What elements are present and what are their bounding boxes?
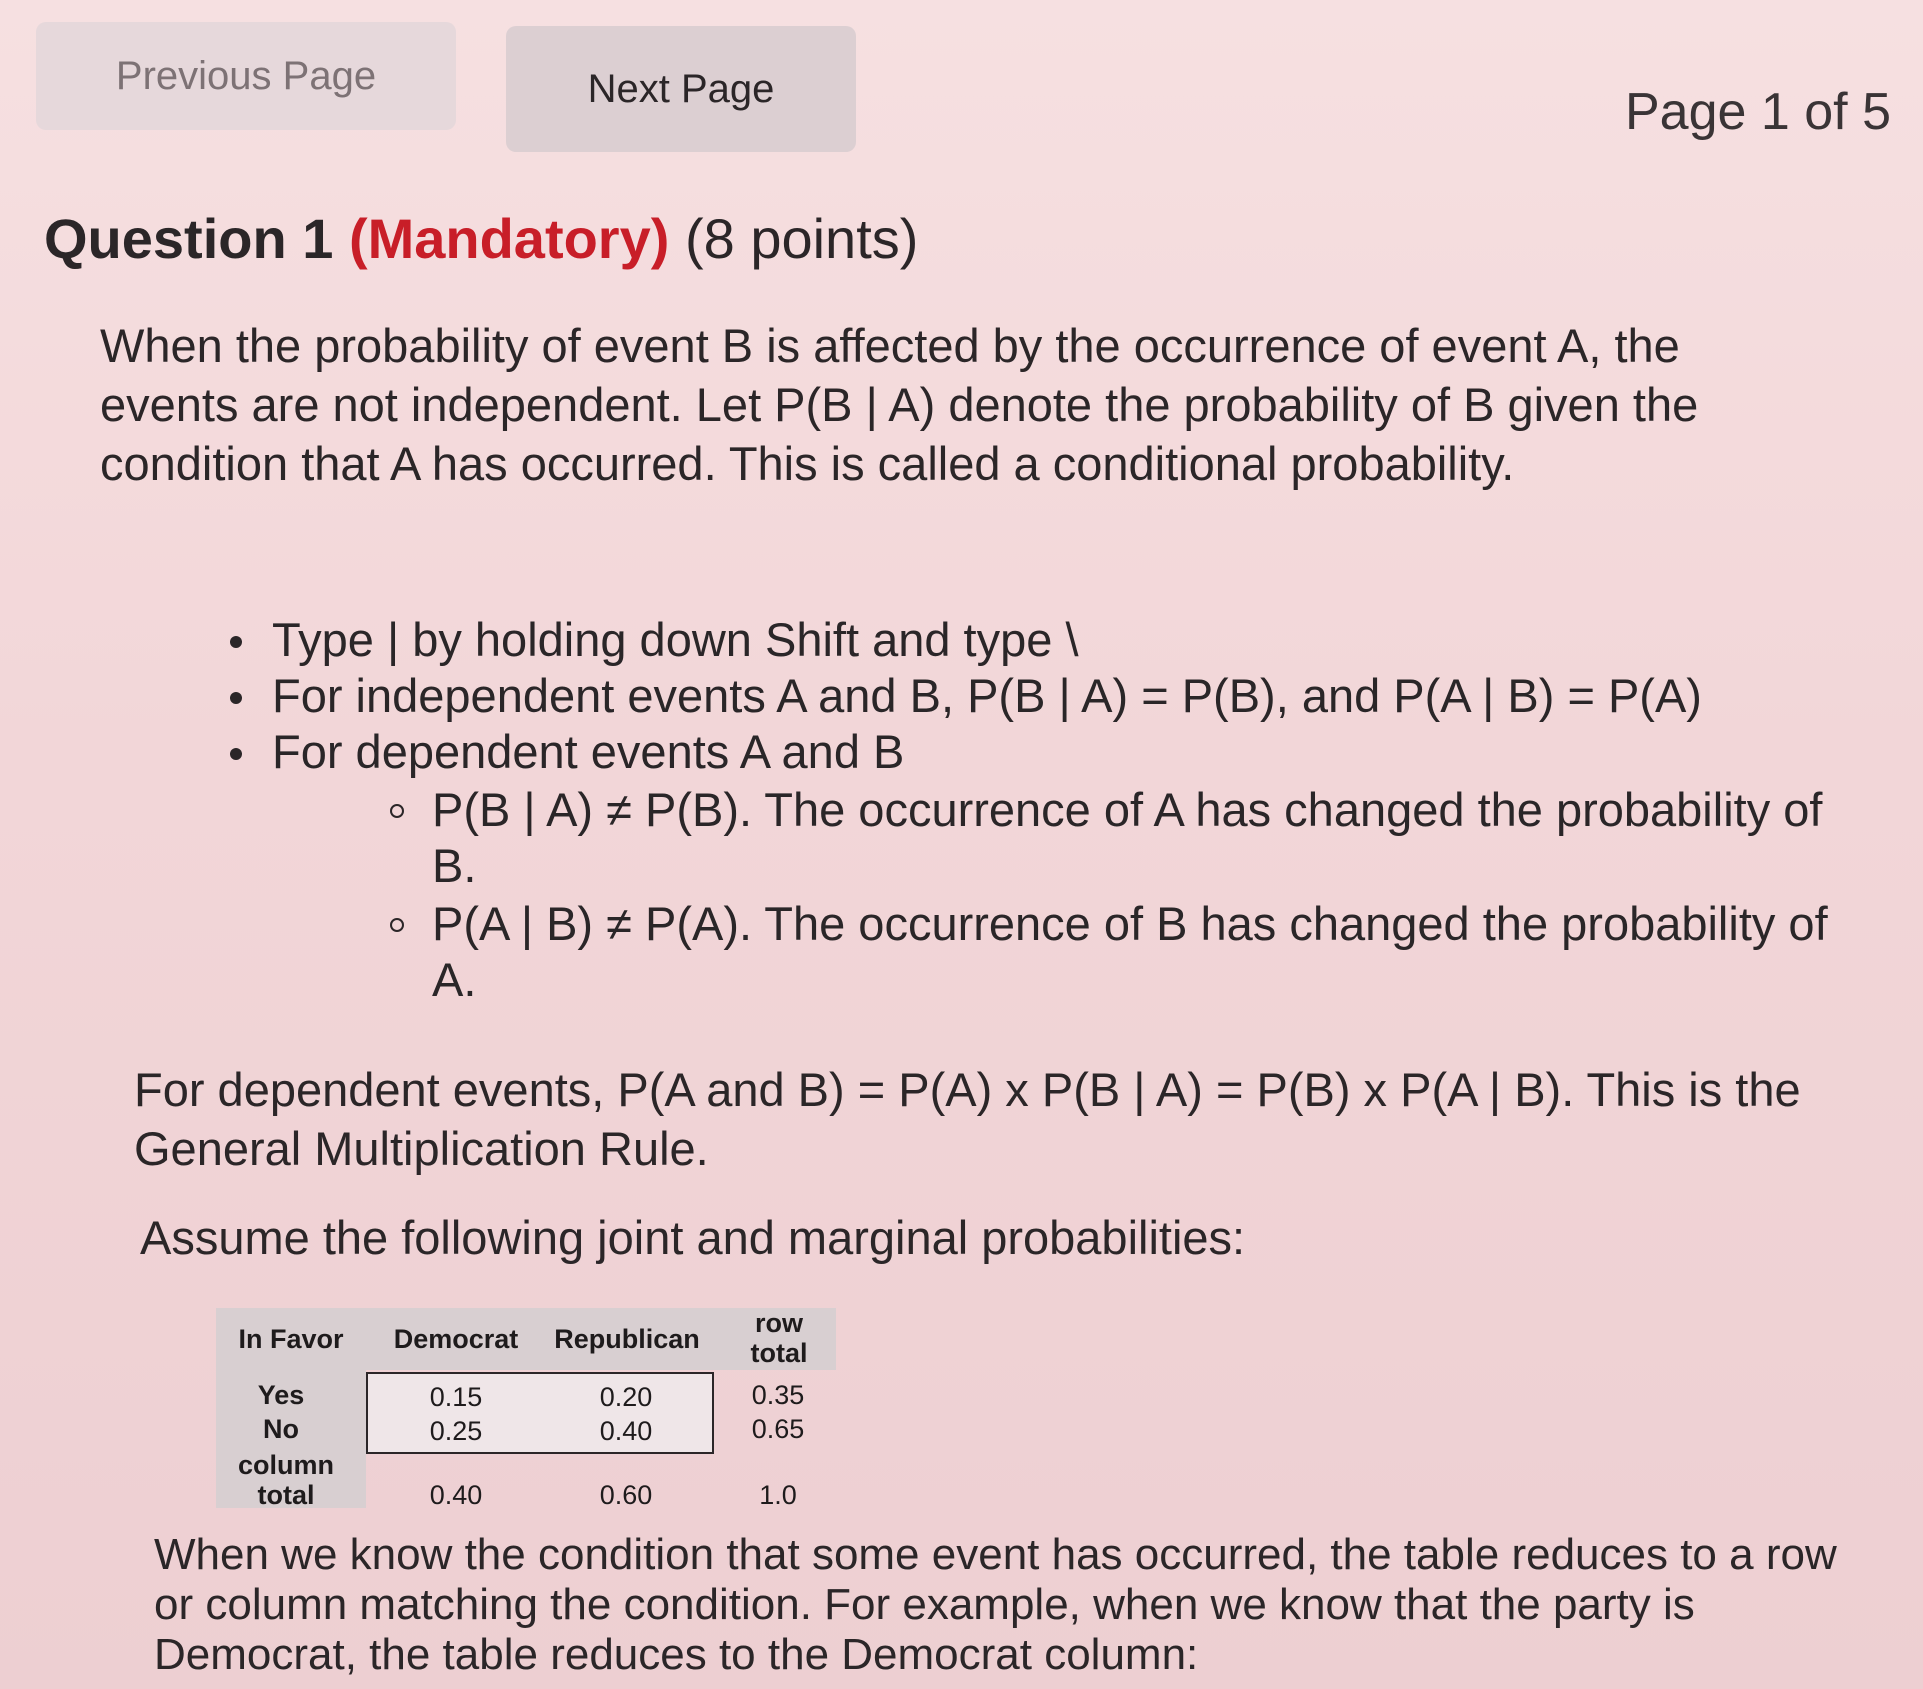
next-page-button[interactable]: Next Page bbox=[506, 26, 856, 152]
table-cell: 0.15 bbox=[429, 1382, 483, 1412]
conditional-table-paragraph: When we know the condition that some event has occurred, the table reduces to a row or column matching the condition. For example, when we know that the party is Democrat, the table reduces to the Democrat column: bbox=[154, 1530, 1837, 1679]
row-total-no: 0.65 bbox=[751, 1414, 805, 1444]
col-total-label-line2: total bbox=[257, 1480, 315, 1510]
list-item bbox=[230, 612, 1850, 668]
row-total-header-line1: row bbox=[754, 1308, 803, 1338]
question-number: Question 1 bbox=[44, 207, 334, 270]
col-total-label-line1: column bbox=[237, 1450, 334, 1480]
row-label-yes: Yes bbox=[257, 1380, 305, 1410]
bullet-text: For independent events A and B, P(B | A) = P(B), and P(A | B) = P(A) bbox=[272, 669, 1702, 722]
bullet-list bbox=[230, 612, 1850, 1008]
col-total-democrat: 0.40 bbox=[429, 1480, 483, 1510]
row-label-no: No bbox=[263, 1414, 299, 1444]
row-total-yes: 0.35 bbox=[751, 1380, 805, 1410]
table-cell: 0.25 bbox=[429, 1416, 483, 1446]
page-indicator: Page 1 of 5 bbox=[1625, 83, 1891, 141]
col-header-democrat: Democrat bbox=[393, 1324, 519, 1354]
col-total-republican: 0.60 bbox=[599, 1480, 653, 1510]
grand-total: 1.0 bbox=[759, 1480, 797, 1510]
bullet-text: For dependent events A and B bbox=[272, 725, 905, 778]
probability-table bbox=[216, 1308, 836, 1508]
bullet-text: Type | by holding down Shift and type \ bbox=[272, 613, 1079, 666]
sub-bullet-text: P(A | B) ≠ P(A). The occurrence of B has changed the probability of A. bbox=[432, 897, 1828, 1006]
bullet-icon bbox=[230, 748, 242, 760]
bullet-icon bbox=[230, 636, 242, 648]
table-corner-header: In Favor bbox=[238, 1324, 344, 1354]
table-cell: 0.20 bbox=[599, 1382, 653, 1412]
intro-paragraph: When the probability of event B is affected by the occurrence of event A, the events are not independent. Let P(B | A) denote the probability of B given the condition that A has occurred. This is called a conditional probability. bbox=[100, 319, 1699, 490]
table-cell: 0.40 bbox=[599, 1416, 653, 1446]
list-item bbox=[230, 668, 1850, 724]
points-label: (8 points) bbox=[684, 207, 919, 270]
row-total-header-line2: total bbox=[750, 1338, 808, 1368]
mandatory-label: (Mandatory) bbox=[348, 207, 670, 270]
col-header-republican: Republican bbox=[554, 1324, 700, 1354]
assume-paragraph: Assume the following joint and marginal probabilities: bbox=[140, 1211, 1246, 1264]
list-item bbox=[230, 724, 1850, 780]
sub-list-item bbox=[390, 782, 1850, 894]
multiplication-rule-paragraph: For dependent events, P(A and B) = P(A) x P(B | A) = P(B) x P(A | B). This is the General Multiplication Rule. bbox=[134, 1063, 1801, 1175]
circle-bullet-icon bbox=[390, 804, 404, 818]
bullet-icon bbox=[230, 692, 242, 704]
previous-page-button[interactable]: Previous Page bbox=[36, 22, 456, 130]
circle-bullet-icon bbox=[390, 918, 404, 932]
sub-bullet-text: P(B | A) ≠ P(B). The occurrence of A has changed the probability of B. bbox=[432, 783, 1823, 892]
sub-list-item bbox=[390, 896, 1850, 1008]
question-title bbox=[44, 206, 918, 271]
